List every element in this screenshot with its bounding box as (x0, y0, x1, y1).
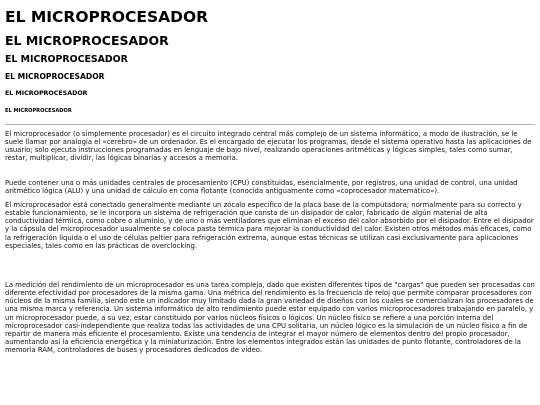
paragraph-components: Puede contener una o más unidades centrales de procesamiento (CPU) constituidas, esencialmente, por registros, una unidad de control, una unidad aritmético lógica (ALU) y una unidad de cálculo en coma flotante (conocida antiguamente como «coprocesador matemático»). (5, 179, 518, 196)
heading-level-6: EL MICROPROCESADOR (5, 108, 72, 114)
heading-level-1: EL MICROPROCESADOR (5, 8, 209, 26)
paragraph-cooling: El microprocesador está conectado generalmente mediante un zócalo específico de la placa base de la computadora; normalmente para su correcto y estable funcionamiento, se le incorpora un sistema de refrigeración que consta de un disipador de calor, fabricado de algún material de alta conductividad térmica, como cobre o aluminio, y de uno o más ventiladores que eliminan el exceso del calor absorbido por el disipador. Entre el disipador y la cápsula del microprocesador usualmente se coloca pasta térmica para mejorar la conductividad del calor. Existen otros métodos más eficaces, como la refrigeración líquida o el uso de células peltier para refrigeración extrema, aunque estas técnicas se utilizan casi exclusivamente para aplicaciones especiales, tales como en las prácticas de overclocking. (5, 201, 534, 250)
heading-level-3: EL MICROPROCESADOR (5, 54, 128, 65)
paragraph-definition: El microprocesador (o simplemente procesador) es el circuito integrado central más complejo de un sistema informático; a modo de ilustración, se le suele llamar por analogía el «cerebro» de un ordenador. Es el encargado de ejecutar los programas, desde el sistema operativo hasta las aplicaciones de usuario; solo ejecuta instrucciones programadas en lenguaje de bajo nivel, realizando operaciones aritméticas y lógicas simples, tales como sumar, restar, multiplicar, dividir, las lógicas binarias y accesos a memoria. (5, 130, 532, 163)
paragraph-performance: La medición del rendimiento de un microprocesador es una tarea compleja, dado que existen diferentes tipos de "cargas" que pueden ser procesadas con diferente efectividad por procesadores de la misma gama. Una métrica del rendimiento es la frecuencia de reloj que permite comparar procesadores con núcleos de la misma familia, siendo este un indicador muy limitado dada la gran variedad de diseños con los cuales se comercializan los procesadores de una misma marca y referencia. Un sistema informático de alto rendimiento puede estar equipado con varios microprocesadores trabajando en paralelo, y un microprocesador puede, a su vez, estar constituido por varios núcleos físicos o lógicos. Un núcleo físico se refiere a una porción interna del microprocesador casi-independiente que realiza todas las actividades de una CPU solitaria, un núcleo lógico es la simulación de un núcleo físico a fin de repartir de manera más eficiente el procesamiento. Existe una tendencia de integrar el mayor número de elementos dentro del propio procesador, aumentando así la eficiencia energética y la miniaturización. Entre los elementos integrados están las unidades de punto flotante, controladores de la memoria RAM, controladores de buses y procesadores dedicados de vídeo. (5, 281, 535, 355)
horizontal-rule (5, 124, 535, 125)
heading-level-2: EL MICROPROCESADOR (5, 33, 169, 48)
heading-level-4: EL MICROPROCESADOR (5, 72, 105, 81)
heading-level-5: EL MICROPROCESADOR (5, 90, 88, 97)
